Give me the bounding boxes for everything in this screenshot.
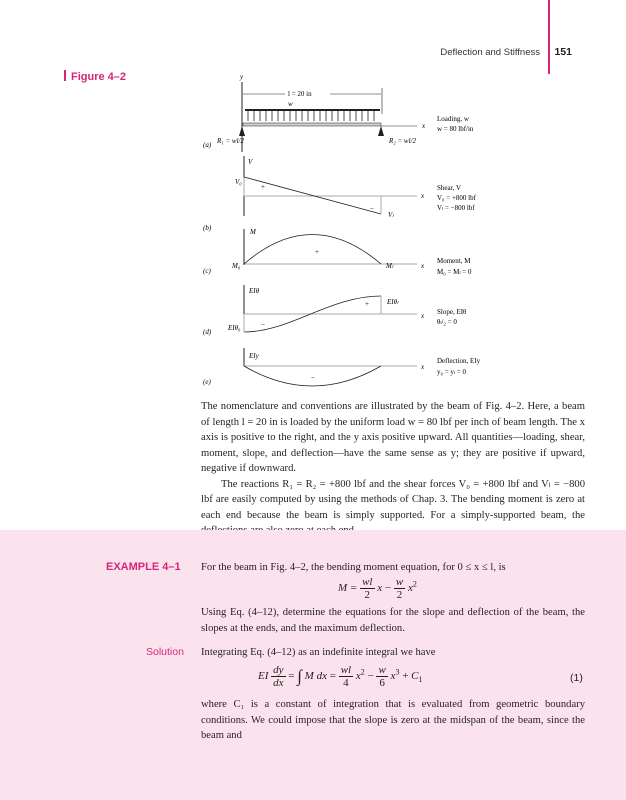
equation-number: (1) [570,672,583,684]
moment-axis-label: M [250,228,256,236]
shear-v0-value: V₀ = +800 lbf [437,194,476,202]
defl-value: y₀ = yₗ = 0 [437,368,466,376]
moment-plus: + [315,248,319,256]
shear-plus: + [261,183,265,191]
panel-e-label: (e) [203,378,211,386]
moment-value: M₀ = Mₗ = 0 [437,268,472,276]
shear-vl-value: Vₗ = −800 lbf [437,204,475,212]
axis-y-label: y [240,73,244,81]
running-title: Deflection and Stiffness [440,47,540,58]
slope-minus: − [261,321,265,329]
shear-title: Shear, V [437,184,462,192]
shear-v0-label: V₀ [235,178,242,186]
eq-moment-lhs: M = [338,582,358,595]
beam-figure [195,70,515,390]
axis-x-label-b: x [421,192,425,200]
figure-label [64,70,126,83]
moment-equation: M = $\frac{wl}{2}$ x − $\frac{w}{2}$ $x^2$ [338,576,417,601]
page-edge-bar [548,0,550,74]
solution-label: Solution [146,646,184,658]
slope-l-label: EIθₗ [387,298,399,306]
slope-axis-label: EIθ [249,287,260,295]
panel-c-label: (c) [203,267,211,275]
axis-x-label-e: x [421,363,425,371]
axis-x-label-a: x [422,122,426,130]
panel-a-label: (a) [203,141,212,149]
loading-title: Loading, w [437,115,469,123]
load-line [245,109,380,111]
example-label: EXAMPLE 4–1 [106,561,181,573]
reaction-arrow-left [239,126,245,136]
defl-minus: − [311,374,315,382]
shear-vl-label: Vₗ [388,211,394,219]
loading-value: w = 80 lbf/in [437,125,474,133]
moment-ml-label: Mₗ [386,262,393,270]
example-task: Using Eq. (4–12), determine the equations for the slope and deflection of the beam, the slopes at the ends, and the maximum deflection. [201,607,585,634]
load-arrows [248,111,374,121]
example-intro: For the beam in Fig. 4–2, the bending moment equation, for 0 ≤ x ≤ l, is [201,562,506,573]
length-label: l = 20 in [288,90,312,98]
body-text [201,399,585,539]
solution-text: where C₁ is a constant of integration that is evaluated from geometric boundary conditions. We could impose that the slope is zero at the midspan of the beam, since the beam and [201,699,585,741]
r1-label: R₁ = wl/2 [217,137,244,145]
slope-title: Slope, EIθ [437,308,467,316]
axis-x-label-d: x [421,312,425,320]
slope-plus: + [365,300,369,308]
load-w-label: w [288,100,293,108]
integral-equation: EI $\frac{dy}{dx}$ = ∫ M dx = $\frac{wl}{4}$ $x^2$ − $\frac{w}{6}$ $x^3 + C_1$ [258,664,423,689]
r2-label: R₂ = wl/2 [389,137,416,145]
moment-m0-label: M₀ [232,262,241,270]
slope-value: θₗ/₂ = 0 [437,318,457,326]
slope-0-label: EIθ₀ [228,324,241,332]
paragraph-2: The reactions R₁ = R₂ = +800 lbf and the shear forces V₀ = +800 lbf and Vₗ = −800 lbf are easily computed by using the methods of Chap. 3. The bending moment is zero at each end because the beam is simply supported. For a simply-supported beam, the [201,478,585,521]
axis-x-label-c: x [421,262,425,270]
panel-b-label: (b) [203,224,212,232]
figure-label-text: Figure 4–2 [71,71,127,83]
paragraph-1: The nomenclature and conventions are illustrated by the beam of Fig. 4–2. Here, a beam of length l = 20 in is loaded by the uniform load w = 80 lbf per inch of beam length. The x axis is positive to the right, and the y axis positive upward. All quantities—loading, shear, moment, slope, and deflection—have the same sense as y; they are positive if upward, negative if downward. [201,401,585,474]
page-number: 151 [554,46,572,58]
shear-minus: − [370,205,374,213]
shear-axis-label: V [248,158,253,166]
solution-intro: Integrating Eq. (4–12) as an indefinite integral we have [201,647,436,658]
beam-body [243,123,381,126]
defl-axis-label: EIy [249,352,259,360]
defl-title: Deflection, EIy [437,357,481,365]
moment-curve [244,235,381,265]
moment-title: Moment, M [437,257,471,265]
panel-d-label: (d) [203,328,212,336]
reaction-arrow-right [378,126,384,136]
